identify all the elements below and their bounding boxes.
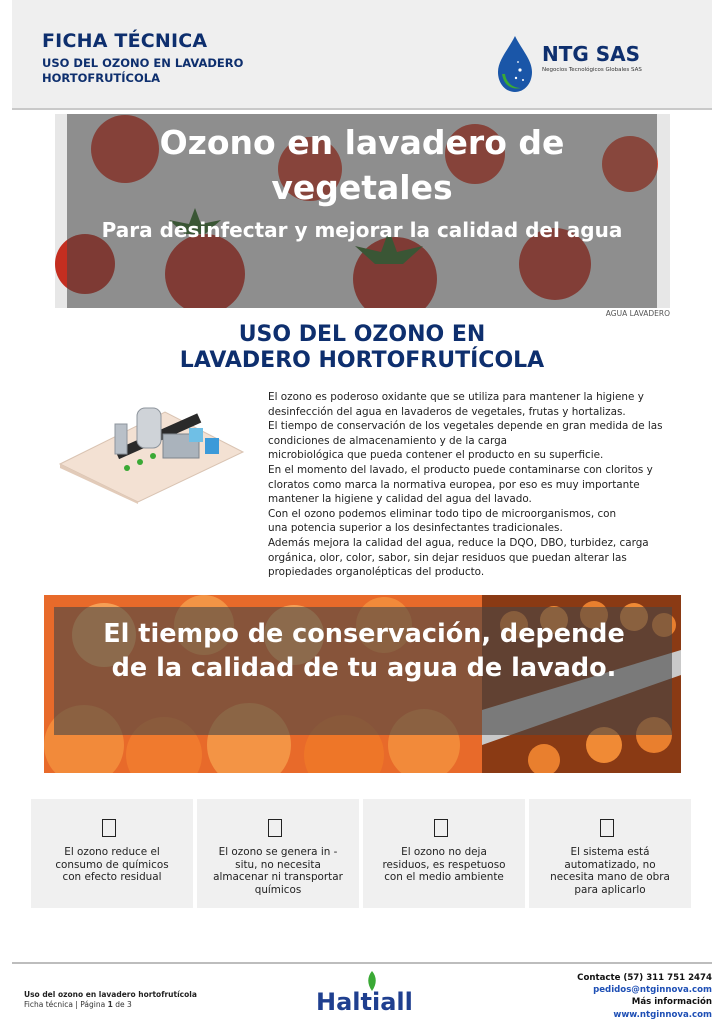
doc-subtitle-line: HORTOFRUTÍCOLA bbox=[42, 71, 160, 85]
hero-title-line: Ozono en lavadero de bbox=[159, 123, 565, 162]
feature-card bbox=[197, 799, 359, 908]
body-line: orgánica, olor, color, sabor, sin dejar residuos que puedan alterar las bbox=[268, 551, 627, 564]
hero-title bbox=[67, 120, 657, 210]
body-line: desinfección del agua en lavaderos de vegetales, frutas y hortalizas. bbox=[268, 405, 626, 418]
body-line: Además mejora la calidad del agua, reduce la DQO, DBO, turbidez, carga bbox=[268, 536, 649, 549]
feature-line: consumo de químicos bbox=[55, 858, 169, 871]
body-line: una potencia superior a los desinfectantes tradicionales. bbox=[268, 522, 563, 535]
placeholder-icon bbox=[268, 819, 282, 837]
feature-line: El ozono no deja bbox=[401, 846, 487, 858]
website-link[interactable]: www.ntginnova.com bbox=[613, 1009, 712, 1020]
page-info-prefix: Ficha técnica | Página bbox=[24, 1000, 108, 1009]
body-line: propiedades organolépticas del producto. bbox=[268, 566, 485, 579]
section-title-line: USO DEL OZONO EN bbox=[238, 322, 486, 347]
doc-type-title: FICHA TÉCNICA bbox=[42, 30, 208, 52]
body-line: condiciones de almacenamiento y de la carga bbox=[268, 434, 508, 447]
body-line: El tiempo de conservación de los vegetales depende en gran medida de las bbox=[268, 420, 663, 433]
feature-text bbox=[37, 846, 187, 884]
washing-plant-illustration bbox=[55, 392, 245, 504]
hero-caption: AGUA LAVADERO bbox=[605, 309, 670, 318]
feature-card bbox=[31, 799, 193, 908]
feature-card bbox=[529, 799, 691, 908]
hero-subtitle: Para desinfectar y mejorar la calidad del agua bbox=[101, 218, 623, 242]
footer-page-info bbox=[24, 1000, 132, 1009]
doc-subtitle bbox=[42, 56, 302, 86]
section-title bbox=[112, 322, 612, 374]
feature-line: para aplicarlo bbox=[574, 883, 646, 896]
banner-text bbox=[54, 617, 674, 685]
footer-divider bbox=[12, 962, 712, 964]
placeholder-icon bbox=[434, 819, 448, 837]
body-line: En el momento del lavado, el producto puede contaminarse con cloritos y bbox=[268, 463, 653, 476]
footer-doc-title: Uso del ozono en lavadero hortofrutícola bbox=[24, 990, 197, 999]
brand-tagline: Negocios Tecnológicos Globales SAS bbox=[542, 67, 642, 73]
body-line: cloratos como marca la normativa europea, por eso es muy importante bbox=[268, 478, 640, 491]
page-number: 1 bbox=[107, 1000, 113, 1009]
feature-line: El ozono reduce el bbox=[64, 846, 160, 858]
footer-contact bbox=[577, 972, 712, 1021]
contact-phone: Contacte (57) 311 751 2474 bbox=[577, 973, 712, 983]
feature-text bbox=[369, 846, 519, 884]
feature-line: químicos bbox=[254, 883, 302, 896]
feature-line: situ, no necesita bbox=[235, 858, 321, 871]
page-total: 3 bbox=[126, 1000, 132, 1009]
feature-text bbox=[203, 846, 353, 896]
body-line: Con el ozono podemos eliminar todo tipo de microorganismos, con bbox=[268, 507, 617, 520]
haltiall-logo bbox=[316, 970, 413, 1022]
hero-banner bbox=[55, 114, 670, 308]
feature-line: con el medio ambiente bbox=[384, 871, 504, 883]
body-line: microbiológica que pueda contener el producto en su superficie. bbox=[268, 449, 604, 462]
page-header bbox=[12, 0, 712, 110]
feature-line: con efecto residual bbox=[62, 871, 162, 883]
oranges-banner bbox=[44, 595, 681, 773]
hero-title-line: vegetales bbox=[271, 168, 453, 207]
feature-card bbox=[363, 799, 525, 908]
doc-subtitle-line: USO DEL OZONO EN LAVADERO bbox=[42, 56, 244, 70]
brand-name: NTG SAS bbox=[542, 42, 641, 66]
section-body-text bbox=[268, 390, 668, 580]
body-line: El ozono es poderoso oxidante que se utiliza para mantener la higiene y bbox=[268, 391, 644, 403]
feature-line: automatizado, no bbox=[564, 858, 656, 871]
banner-line: El tiempo de conservación, depende bbox=[103, 619, 625, 649]
placeholder-icon bbox=[600, 819, 614, 837]
partner-logo-text: Haltiall bbox=[316, 988, 413, 1016]
page-info-mid: de bbox=[112, 1000, 127, 1009]
feature-line: El sistema está bbox=[570, 846, 650, 858]
feature-text bbox=[535, 846, 685, 896]
banner-line: de la calidad de tu agua de lavado. bbox=[111, 653, 617, 683]
feature-line: necesita mano de obra bbox=[550, 871, 670, 883]
ntg-logo bbox=[494, 34, 644, 94]
contact-email-link[interactable]: pedidos@ntginnova.com bbox=[593, 985, 712, 996]
feature-line: residuos, es respetuoso bbox=[382, 858, 506, 871]
features-row bbox=[31, 799, 692, 908]
feature-line: El ozono se genera in - bbox=[218, 846, 338, 858]
more-info-label: Más información bbox=[631, 997, 712, 1008]
body-line: mantener la higiene y calidad del agua del lavado. bbox=[268, 493, 532, 506]
placeholder-icon bbox=[102, 819, 116, 837]
feature-line: almacenar ni transportar bbox=[213, 871, 343, 883]
section-title-line: LAVADERO HORTOFRUTÍCOLA bbox=[179, 348, 545, 373]
water-drop-icon bbox=[494, 34, 536, 94]
